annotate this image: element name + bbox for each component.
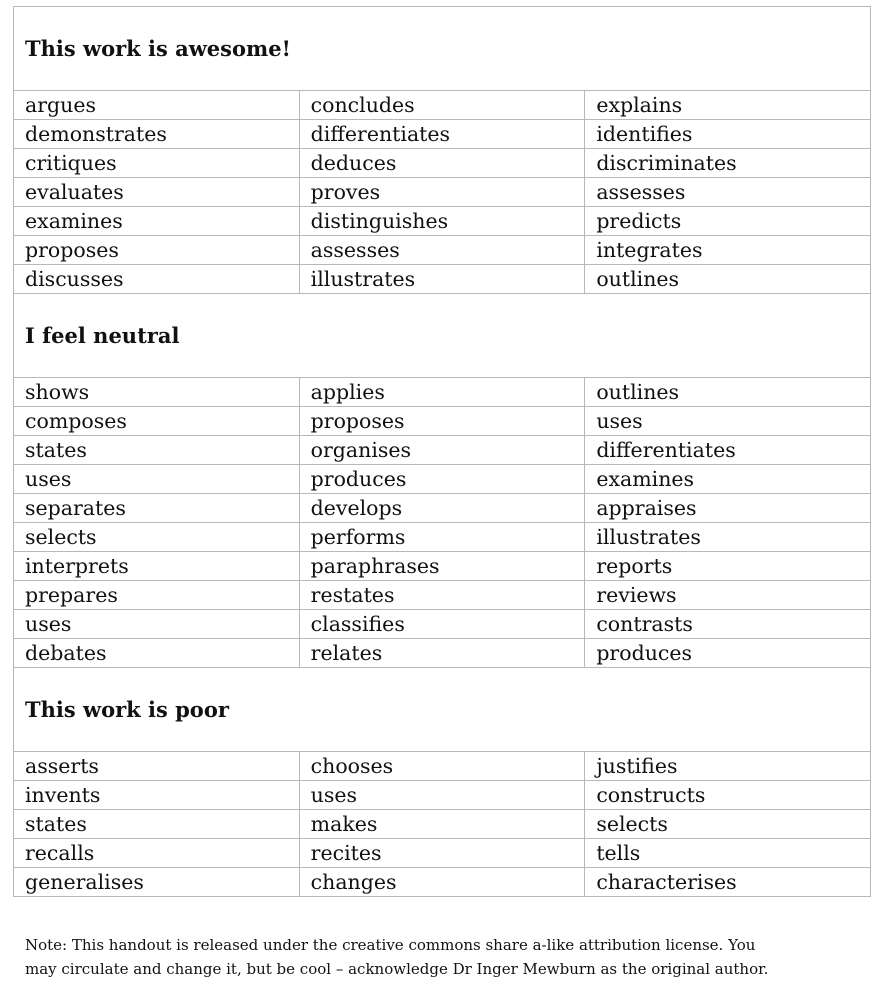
verb-cell: applies — [299, 378, 585, 407]
verb-cell: states — [14, 436, 300, 465]
verb-cell: outlines — [585, 265, 871, 294]
table-row — [14, 494, 871, 523]
verb-cell: prepares — [14, 581, 300, 610]
verb-handout — [13, 6, 871, 897]
verb-cell: debates — [14, 639, 300, 668]
verb-cell: uses — [299, 781, 585, 810]
verb-cell: outlines — [585, 378, 871, 407]
verb-cell: reports — [585, 552, 871, 581]
table-row — [14, 465, 871, 494]
verb-cell: illustrates — [585, 523, 871, 552]
table-row — [14, 610, 871, 639]
section-heading-poor: This work is poor — [14, 668, 871, 752]
verb-cell: integrates — [585, 236, 871, 265]
verb-cell: interprets — [14, 552, 300, 581]
verb-cell: argues — [14, 91, 300, 120]
verb-cell: paraphrases — [299, 552, 585, 581]
verb-cell: tells — [585, 839, 871, 868]
table-row — [14, 91, 871, 120]
verb-cell: justifies — [585, 752, 871, 781]
verb-cell: produces — [299, 465, 585, 494]
table-row — [14, 265, 871, 294]
table-row — [14, 839, 871, 868]
license-note — [25, 933, 865, 981]
verb-cell: separates — [14, 494, 300, 523]
verb-cell: characterises — [585, 868, 871, 897]
verb-cell: differentiates — [585, 436, 871, 465]
verb-cell: organises — [299, 436, 585, 465]
verb-cell: invents — [14, 781, 300, 810]
section-heading-row-poor — [14, 668, 871, 752]
verb-cell: appraises — [585, 494, 871, 523]
verb-cell: selects — [585, 810, 871, 839]
verb-cell: asserts — [14, 752, 300, 781]
table-row — [14, 523, 871, 552]
verb-cell: classifies — [299, 610, 585, 639]
verb-cell: differentiates — [299, 120, 585, 149]
verb-cell: chooses — [299, 752, 585, 781]
table-row — [14, 149, 871, 178]
verb-cell: uses — [14, 465, 300, 494]
verb-cell: states — [14, 810, 300, 839]
verb-cell: deduces — [299, 149, 585, 178]
verb-cell: shows — [14, 378, 300, 407]
table-row — [14, 120, 871, 149]
table-row — [14, 781, 871, 810]
verb-cell: relates — [299, 639, 585, 668]
table-row — [14, 810, 871, 839]
verb-cell: assesses — [299, 236, 585, 265]
verb-cell: develops — [299, 494, 585, 523]
verb-cell: assesses — [585, 178, 871, 207]
table-row — [14, 207, 871, 236]
verb-table — [13, 6, 871, 897]
license-note-line-1: Note: This handout is released under the creative commons share a-like attribution license. You — [25, 936, 756, 954]
verb-cell: proposes — [14, 236, 300, 265]
verb-cell: discusses — [14, 265, 300, 294]
verb-cell: composes — [14, 407, 300, 436]
verb-cell: produces — [585, 639, 871, 668]
verb-cell: contrasts — [585, 610, 871, 639]
verb-cell: makes — [299, 810, 585, 839]
section-heading-row-neutral — [14, 294, 871, 378]
verb-cell: changes — [299, 868, 585, 897]
table-row — [14, 236, 871, 265]
table-row — [14, 639, 871, 668]
verb-cell: discriminates — [585, 149, 871, 178]
section-heading-awesome: This work is awesome! — [14, 7, 871, 91]
license-note-line-2: may circulate and change it, but be cool – acknowledge Dr Inger Mewburn as the original author. — [25, 960, 769, 978]
verb-cell: explains — [585, 91, 871, 120]
verb-cell: restates — [299, 581, 585, 610]
verb-cell: examines — [14, 207, 300, 236]
verb-cell: distinguishes — [299, 207, 585, 236]
verb-cell: uses — [585, 407, 871, 436]
verb-cell: demonstrates — [14, 120, 300, 149]
section-heading-row-awesome — [14, 7, 871, 91]
verb-cell: examines — [585, 465, 871, 494]
table-row — [14, 178, 871, 207]
table-row — [14, 868, 871, 897]
table-row — [14, 552, 871, 581]
table-row — [14, 436, 871, 465]
verb-cell: recites — [299, 839, 585, 868]
verb-cell: predicts — [585, 207, 871, 236]
verb-cell: proves — [299, 178, 585, 207]
verb-cell: recalls — [14, 839, 300, 868]
verb-cell: performs — [299, 523, 585, 552]
verb-table-body — [14, 7, 871, 897]
verb-cell: identifies — [585, 120, 871, 149]
table-row — [14, 581, 871, 610]
verb-cell: constructs — [585, 781, 871, 810]
verb-cell: reviews — [585, 581, 871, 610]
verb-cell: illustrates — [299, 265, 585, 294]
verb-cell: generalises — [14, 868, 300, 897]
verb-cell: evaluates — [14, 178, 300, 207]
table-row — [14, 752, 871, 781]
verb-cell: concludes — [299, 91, 585, 120]
verb-cell: selects — [14, 523, 300, 552]
table-row — [14, 407, 871, 436]
verb-cell: uses — [14, 610, 300, 639]
table-row — [14, 378, 871, 407]
verb-cell: critiques — [14, 149, 300, 178]
verb-cell: proposes — [299, 407, 585, 436]
section-heading-neutral: I feel neutral — [14, 294, 871, 378]
